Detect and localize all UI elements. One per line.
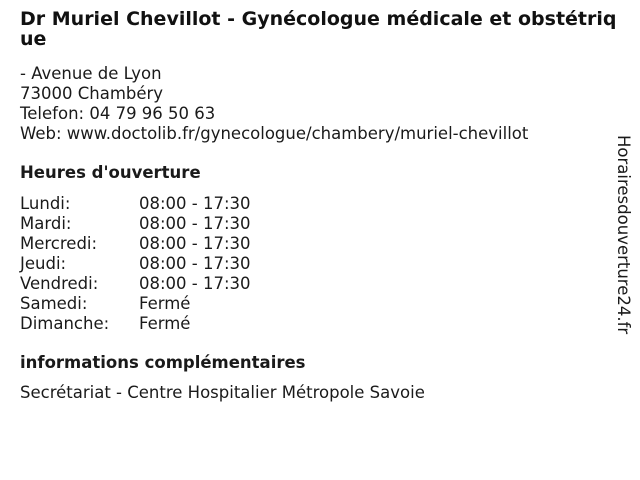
day-label: Mercredi: [20, 234, 98, 253]
page-title: Dr Muriel Chevillot - Gynécologue médicale et obstétrique [20, 8, 617, 50]
opening-hours-heading: Heures d'ouverture [20, 163, 201, 182]
day-label: Vendredi: [20, 274, 99, 293]
day-label: Dimanche: [20, 314, 110, 333]
brand-watermark: Horairesdouverture24.fr [614, 135, 633, 335]
hours-value: Fermé [139, 294, 191, 313]
hours-value: Fermé [139, 314, 191, 333]
hours-value: 08:00 - 17:30 [139, 214, 251, 233]
day-label: Mardi: [20, 214, 72, 233]
city-address: 73000 Chambéry [20, 84, 164, 103]
street-address: - Avenue de Lyon [20, 64, 162, 83]
additional-info-heading: informations complémentaires [20, 353, 306, 372]
phone-number: Telefon: 04 79 96 50 63 [20, 104, 216, 123]
address-block [20, 64, 528, 144]
day-label: Samedi: [20, 294, 88, 313]
hours-value: 08:00 - 17:30 [139, 194, 251, 213]
hours-value: 08:00 - 17:30 [139, 254, 251, 273]
additional-info-text: Secrétariat - Centre Hospitalier Métropole Savoie [20, 383, 425, 402]
day-label: Lundi: [20, 194, 71, 213]
hours-value: 08:00 - 17:30 [139, 234, 251, 253]
day-label: Jeudi: [20, 254, 67, 273]
website-link: Web: www.doctolib.fr/gynecologue/chambery/muriel-chevillot [20, 124, 529, 143]
hours-value: 08:00 - 17:30 [139, 274, 251, 293]
